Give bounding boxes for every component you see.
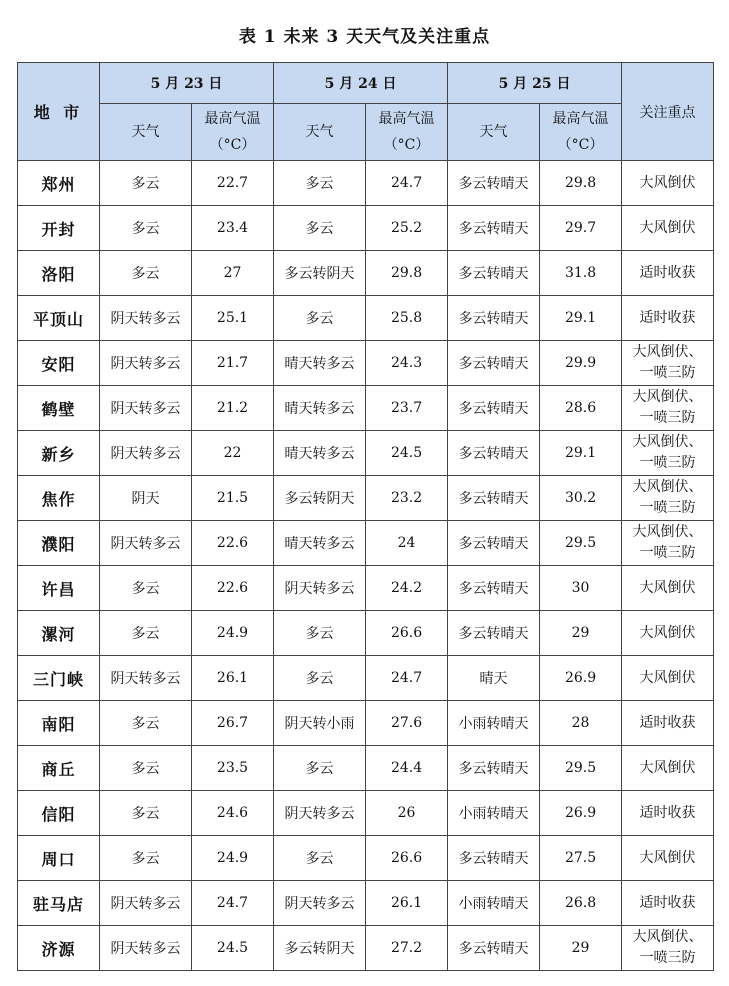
city-cell: 焦作 (18, 476, 100, 521)
weather-cell-day2: 多云转阴天 (274, 251, 366, 296)
focus-item: 大风倒伏、 (632, 524, 703, 540)
table-row (18, 296, 714, 341)
focus-cell (622, 206, 714, 251)
weather-cell-day1: 阴天转多云 (100, 431, 192, 476)
city-cell: 郑州 (18, 161, 100, 206)
table-row (18, 611, 714, 656)
focus-item: 大风倒伏 (639, 759, 696, 776)
temp-cell-day2: 26.6 (366, 836, 448, 881)
header-temp (192, 104, 274, 161)
header-temp-label: 最高气温 (378, 111, 435, 127)
weather-cell-day2: 晴天转多云 (274, 521, 366, 566)
temp-cell-day2: 23.7 (366, 386, 448, 431)
weather-cell-day1: 多云 (100, 701, 192, 746)
temp-cell-day1: 23.5 (192, 746, 274, 791)
table-row (18, 881, 714, 926)
focus-item: 大风倒伏 (639, 219, 696, 236)
weather-cell-day2: 多云转阴天 (274, 926, 366, 971)
header-row-dates (18, 63, 714, 104)
city-cell: 洛阳 (18, 251, 100, 296)
temp-cell-day2: 23.2 (366, 476, 448, 521)
focus-item: 大风倒伏、 (632, 389, 703, 405)
focus-item: 一喷三防 (639, 950, 696, 966)
table-row (18, 251, 714, 296)
weather-cell-day1: 多云 (100, 746, 192, 791)
focus-item: 大风倒伏、 (632, 344, 703, 360)
header-city: 地 市 (18, 63, 100, 161)
temp-cell-day2: 24 (366, 521, 448, 566)
focus-item: 大风倒伏、 (632, 434, 703, 450)
focus-cell (622, 881, 714, 926)
focus-cell (622, 926, 714, 971)
temp-cell-day1: 24.9 (192, 836, 274, 881)
table-row (18, 206, 714, 251)
focus-item: 大风倒伏 (639, 579, 696, 596)
table-title: 表 1 未来 3 天天气及关注重点 (238, 27, 491, 47)
temp-cell-day2: 26 (366, 791, 448, 836)
weather-cell-day2: 晴天转多云 (274, 431, 366, 476)
weather-cell-day3: 小雨转晴天 (448, 701, 540, 746)
city-cell: 驻马店 (18, 881, 100, 926)
focus-item: 适时收获 (639, 714, 696, 731)
header-weather: 天气 (448, 104, 540, 161)
weather-cell-day3: 多云转晴天 (448, 431, 540, 476)
weather-cell-day3: 多云转晴天 (448, 251, 540, 296)
temp-cell-day1: 22.6 (192, 521, 274, 566)
city-cell: 周口 (18, 836, 100, 881)
weather-cell-day2: 晴天转多云 (274, 386, 366, 431)
city-cell: 商丘 (18, 746, 100, 791)
header-date-3: 5 月 25 日 (448, 63, 622, 104)
temp-cell-day2: 26.1 (366, 881, 448, 926)
weather-cell-day1: 多云 (100, 251, 192, 296)
header-date-2: 5 月 24 日 (274, 63, 448, 104)
table-row (18, 386, 714, 431)
weather-cell-day3: 多云转晴天 (448, 476, 540, 521)
header-temp-label: 最高气温 (552, 111, 609, 127)
temp-cell-day3: 29.1 (540, 296, 622, 341)
weather-cell-day3: 多云转晴天 (448, 296, 540, 341)
header-temp-unit: （°C） (209, 137, 256, 153)
city-cell: 南阳 (18, 701, 100, 746)
temp-cell-day1: 22.6 (192, 566, 274, 611)
focus-item: 大风倒伏、 (632, 479, 703, 495)
table-row (18, 341, 714, 386)
weather-cell-day2: 阴天转多云 (274, 881, 366, 926)
weather-cell-day2: 晴天转多云 (274, 341, 366, 386)
weather-cell-day2: 多云 (274, 161, 366, 206)
city-cell: 平顶山 (18, 296, 100, 341)
temp-cell-day3: 29.7 (540, 206, 622, 251)
temp-cell-day3: 30 (540, 566, 622, 611)
focus-item: 适时收获 (639, 894, 696, 911)
focus-item: 大风倒伏 (639, 849, 696, 866)
focus-item: 适时收获 (639, 309, 696, 326)
weather-cell-day3: 小雨转晴天 (448, 791, 540, 836)
temp-cell-day2: 24.7 (366, 656, 448, 701)
temp-cell-day1: 22 (192, 431, 274, 476)
weather-cell-day3: 多云转晴天 (448, 161, 540, 206)
city-cell: 信阳 (18, 791, 100, 836)
weather-cell-day2: 多云 (274, 611, 366, 656)
table-row (18, 746, 714, 791)
focus-cell (622, 341, 714, 386)
temp-cell-day3: 29 (540, 611, 622, 656)
weather-cell-day2: 多云转阴天 (274, 476, 366, 521)
weather-cell-day1: 阴天转多云 (100, 386, 192, 431)
focus-cell (622, 251, 714, 296)
weather-cell-day1: 多云 (100, 791, 192, 836)
city-cell: 开封 (18, 206, 100, 251)
focus-cell (622, 431, 714, 476)
focus-cell (622, 836, 714, 881)
focus-cell (622, 566, 714, 611)
focus-item: 大风倒伏 (639, 669, 696, 686)
city-cell: 漯河 (18, 611, 100, 656)
weather-cell-day2: 多云 (274, 656, 366, 701)
weather-cell-day1: 多云 (100, 566, 192, 611)
weather-cell-day1: 阴天转多云 (100, 656, 192, 701)
table-row (18, 926, 714, 971)
weather-cell-day3: 多云转晴天 (448, 611, 540, 656)
header-weather: 天气 (100, 104, 192, 161)
weather-cell-day2: 阴天转多云 (274, 566, 366, 611)
temp-cell-day1: 21.7 (192, 341, 274, 386)
weather-cell-day2: 多云 (274, 746, 366, 791)
temp-cell-day2: 24.7 (366, 161, 448, 206)
temp-cell-day3: 26.8 (540, 881, 622, 926)
weather-cell-day3: 小雨转晴天 (448, 881, 540, 926)
temp-cell-day2: 25.8 (366, 296, 448, 341)
temp-cell-day2: 29.8 (366, 251, 448, 296)
focus-item: 一喷三防 (639, 545, 696, 561)
header-temp (540, 104, 622, 161)
focus-cell (622, 701, 714, 746)
temp-cell-day3: 27.5 (540, 836, 622, 881)
weather-cell-day3: 多云转晴天 (448, 386, 540, 431)
weather-cell-day3: 多云转晴天 (448, 341, 540, 386)
table-row (18, 521, 714, 566)
city-cell: 安阳 (18, 341, 100, 386)
temp-cell-day2: 24.4 (366, 746, 448, 791)
temp-cell-day1: 22.7 (192, 161, 274, 206)
weather-cell-day3: 多云转晴天 (448, 746, 540, 791)
city-cell: 三门峡 (18, 656, 100, 701)
temp-cell-day2: 24.3 (366, 341, 448, 386)
temp-cell-day3: 28 (540, 701, 622, 746)
focus-cell (622, 161, 714, 206)
temp-cell-day2: 25.2 (366, 206, 448, 251)
focus-cell (622, 656, 714, 701)
header-weather: 天气 (274, 104, 366, 161)
header-focus: 关注重点 (622, 63, 714, 161)
header-temp (366, 104, 448, 161)
weather-cell-day1: 阴天转多云 (100, 521, 192, 566)
temp-cell-day2: 24.2 (366, 566, 448, 611)
weather-cell-day3: 多云转晴天 (448, 521, 540, 566)
temp-cell-day2: 27.6 (366, 701, 448, 746)
temp-cell-day3: 29.5 (540, 521, 622, 566)
table-row (18, 476, 714, 521)
temp-cell-day3: 31.8 (540, 251, 622, 296)
weather-cell-day2: 阴天转小雨 (274, 701, 366, 746)
temp-cell-day2: 26.6 (366, 611, 448, 656)
focus-cell (622, 386, 714, 431)
focus-cell (622, 476, 714, 521)
focus-item: 大风倒伏、 (632, 929, 703, 945)
temp-cell-day1: 24.6 (192, 791, 274, 836)
header-temp-unit: （°C） (557, 137, 604, 153)
temp-cell-day1: 27 (192, 251, 274, 296)
temp-cell-day3: 30.2 (540, 476, 622, 521)
focus-item: 适时收获 (639, 804, 696, 821)
table-row (18, 161, 714, 206)
temp-cell-day1: 21.2 (192, 386, 274, 431)
weather-cell-day1: 阴天 (100, 476, 192, 521)
temp-cell-day3: 29.8 (540, 161, 622, 206)
weather-cell-day3: 晴天 (448, 656, 540, 701)
weather-cell-day3: 多云转晴天 (448, 926, 540, 971)
city-cell: 济源 (18, 926, 100, 971)
weather-cell-day1: 阴天转多云 (100, 881, 192, 926)
table-row (18, 701, 714, 746)
header-temp-label: 最高气温 (204, 111, 261, 127)
header-date-1: 5 月 23 日 (100, 63, 274, 104)
focus-item: 大风倒伏 (639, 174, 696, 191)
weather-cell-day3: 多云转晴天 (448, 206, 540, 251)
temp-cell-day1: 26.1 (192, 656, 274, 701)
city-cell: 濮阳 (18, 521, 100, 566)
focus-cell (622, 521, 714, 566)
focus-cell (622, 611, 714, 656)
focus-item: 一喷三防 (639, 410, 696, 426)
city-cell: 鹤壁 (18, 386, 100, 431)
temp-cell-day3: 26.9 (540, 791, 622, 836)
table-row (18, 566, 714, 611)
weather-cell-day3: 多云转晴天 (448, 566, 540, 611)
focus-cell (622, 791, 714, 836)
focus-cell (622, 296, 714, 341)
weather-cell-day1: 多云 (100, 161, 192, 206)
focus-item: 大风倒伏 (639, 624, 696, 641)
weather-cell-day1: 多云 (100, 206, 192, 251)
focus-cell (622, 746, 714, 791)
focus-item: 一喷三防 (639, 500, 696, 516)
temp-cell-day1: 26.7 (192, 701, 274, 746)
temp-cell-day3: 29.1 (540, 431, 622, 476)
weather-table (17, 62, 714, 971)
table-body (18, 161, 714, 971)
weather-cell-day2: 阴天转多云 (274, 791, 366, 836)
temp-cell-day1: 24.5 (192, 926, 274, 971)
weather-cell-day1: 阴天转多云 (100, 926, 192, 971)
table-row (18, 656, 714, 701)
city-cell: 新乡 (18, 431, 100, 476)
temp-cell-day3: 29.9 (540, 341, 622, 386)
weather-cell-day1: 多云 (100, 611, 192, 656)
temp-cell-day1: 21.5 (192, 476, 274, 521)
temp-cell-day1: 23.4 (192, 206, 274, 251)
table-row (18, 431, 714, 476)
temp-cell-day1: 24.7 (192, 881, 274, 926)
table-row (18, 836, 714, 881)
temp-cell-day3: 28.6 (540, 386, 622, 431)
city-cell: 许昌 (18, 566, 100, 611)
temp-cell-day1: 25.1 (192, 296, 274, 341)
weather-cell-day3: 多云转晴天 (448, 836, 540, 881)
temp-cell-day2: 24.5 (366, 431, 448, 476)
focus-item: 一喷三防 (639, 455, 696, 471)
table-row (18, 791, 714, 836)
weather-cell-day1: 阴天转多云 (100, 296, 192, 341)
weather-cell-day2: 多云 (274, 296, 366, 341)
temp-cell-day2: 27.2 (366, 926, 448, 971)
focus-item: 一喷三防 (639, 365, 696, 381)
header-row-fields (18, 104, 714, 161)
temp-cell-day3: 29.5 (540, 746, 622, 791)
temp-cell-day1: 24.9 (192, 611, 274, 656)
weather-cell-day2: 多云 (274, 206, 366, 251)
focus-item: 适时收获 (639, 264, 696, 281)
header-temp-unit: （°C） (383, 137, 430, 153)
weather-cell-day1: 阴天转多云 (100, 341, 192, 386)
weather-cell-day1: 多云 (100, 836, 192, 881)
temp-cell-day3: 26.9 (540, 656, 622, 701)
weather-cell-day2: 多云 (274, 836, 366, 881)
temp-cell-day3: 29 (540, 926, 622, 971)
